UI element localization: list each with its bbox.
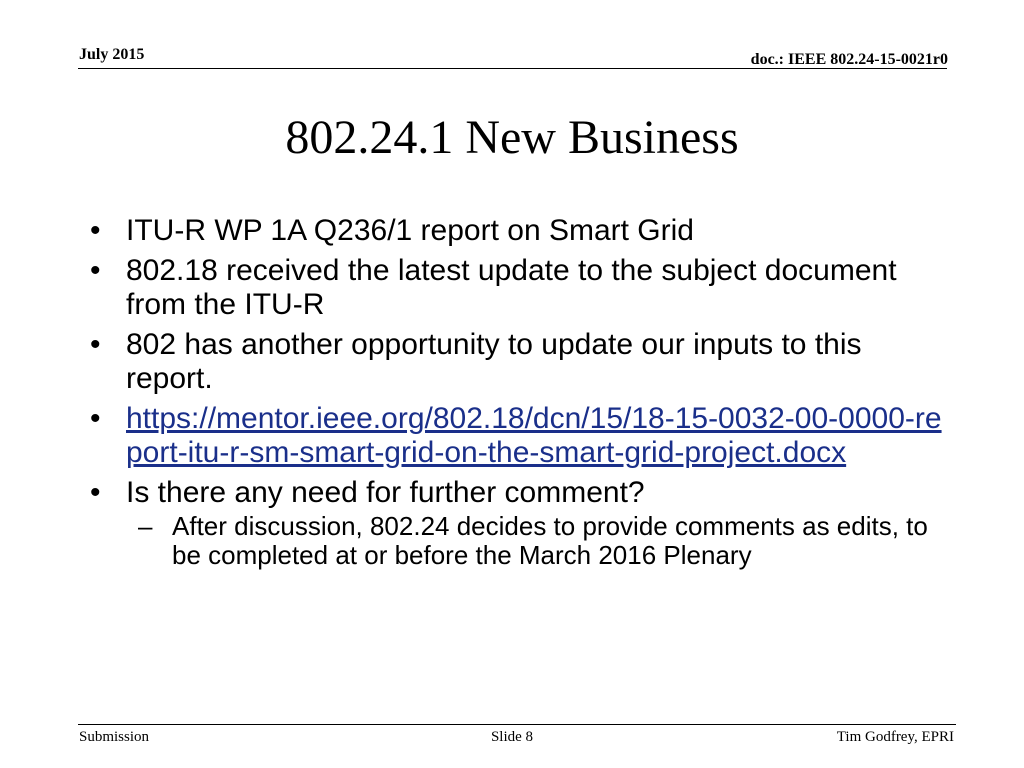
header-divider [78, 68, 947, 69]
sub-bullet-marker: – [138, 511, 153, 541]
footer-divider [78, 724, 956, 725]
bullet-marker: • [90, 214, 101, 247]
bullet-item [90, 402, 950, 470]
mentor-document-link[interactable]: https://mentor.ieee.org/802.18/dcn/15/18-15-0032-00-0000-report-itu-r-sm-smart-grid-on-the-smart-grid-project.docx [126, 402, 942, 469]
bullet-item [90, 254, 950, 322]
bullet-text: 802 has another opportunity to update our inputs to this report. [126, 328, 862, 395]
bullet-text: 802.18 received the latest update to the subject document from the ITU-R [126, 254, 897, 321]
header-doc-id: doc.: IEEE 802.24-15-0021r0 [750, 51, 948, 68]
footer-submission: Submission [79, 729, 150, 745]
bullet-item [90, 476, 950, 570]
slide-title: 802.24.1 New Business [285, 111, 739, 164]
bullet-text: Is there any need for further comment? [126, 476, 645, 509]
bullet-list [90, 214, 950, 576]
sub-bullet-item [126, 512, 950, 570]
bullet-marker: • [90, 328, 101, 361]
bullet-item [90, 214, 950, 248]
sub-bullet-text: After discussion, 802.24 decides to provide comments as edits, to be completed at or before the March 2016 Plenary [172, 511, 928, 570]
bullet-item [90, 328, 950, 396]
bullet-text: ITU-R WP 1A Q236/1 report on Smart Grid [126, 214, 694, 247]
header-date: July 2015 [79, 46, 145, 63]
bullet-marker: • [90, 254, 101, 287]
bullet-marker: • [90, 402, 101, 435]
footer-author: Tim Godfrey, EPRI [836, 729, 954, 745]
sub-bullet-list [126, 512, 950, 570]
bullet-marker: • [90, 476, 101, 509]
footer-slide-number: Slide 8 [490, 729, 534, 745]
